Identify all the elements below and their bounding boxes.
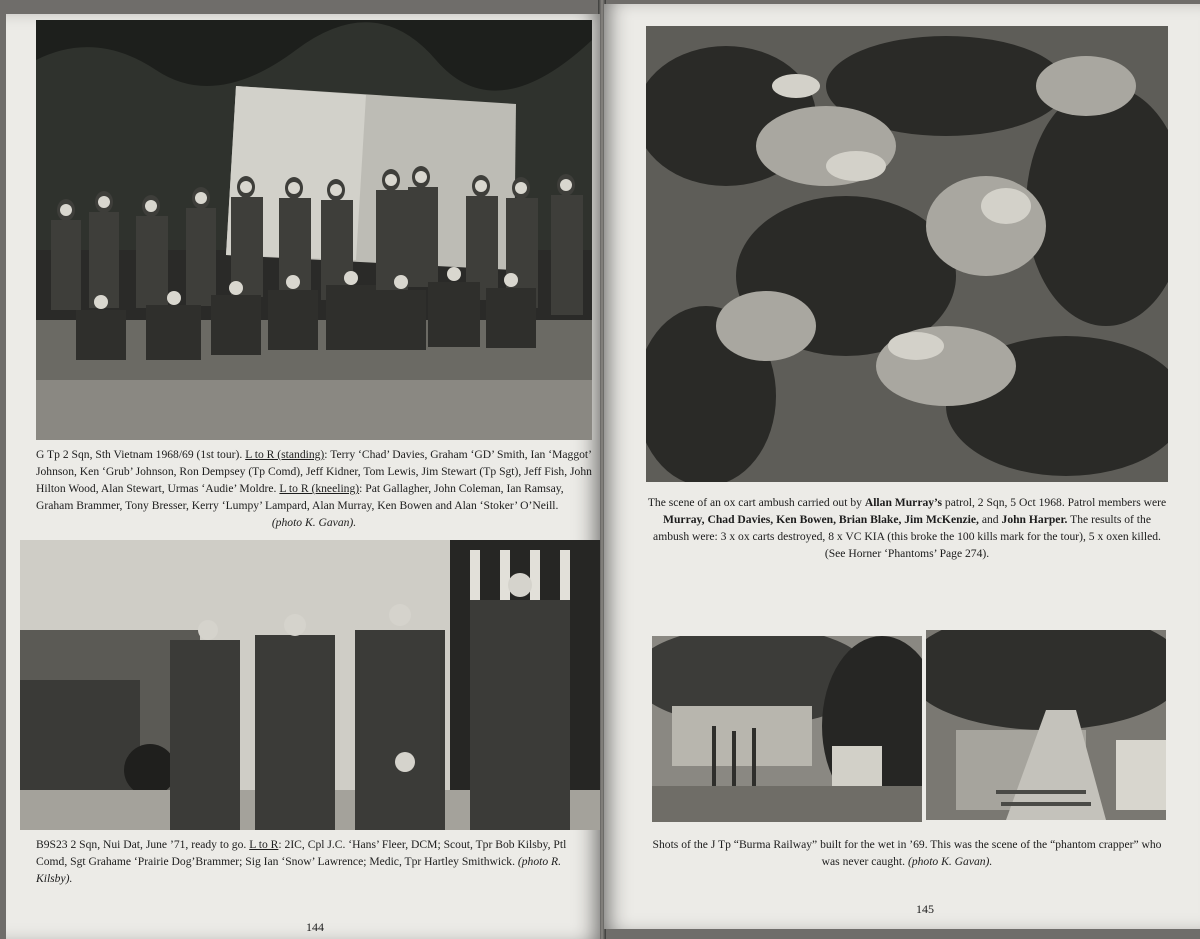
railway-photo-left [652,636,922,822]
railway-photo-right [926,630,1166,820]
ambush-caption [644,494,1170,562]
group-photo-caption [36,446,592,531]
photo-credit: (photo K. Gavan). [907,855,993,868]
ambush-caption-and: and [981,513,999,526]
caption-intro: G Tp 2 Sqn, Sth Vietnam 1968/69 (1st tour). [36,448,243,461]
photo-credit: (photo R. Kilsby). [36,855,562,885]
ambush-results: The results of the ambush were: 3 x ox carts destroyed, 8 x VC KIA (this broke the 100 kills mark for the tour), 5 x oxen killed. (See Horner ‘Phantoms’ Page 274). [653,513,1161,560]
patrol-photo-caption [36,836,598,887]
railway-caption [644,836,1170,870]
page-number-right: 145 [916,902,934,916]
left-page [6,14,600,939]
patrol-leader: Allan Murray’s [864,496,943,509]
patrol-names: : 2IC, Cpl J.C. ‘Hans’ Fleer, DCM; Scout, Tpr Bob Kilsby, Ptl Comd, Sgt Grahame ‘Prairie Dog’Brammer; Sig Ian ‘Snow’ Lawrence; Medic, Tpr Hartley Smithwick. [36,838,567,868]
patrol-photo-b9s23 [20,540,600,830]
caption-intro: B9S23 2 Sqn, Nui Dat, June ’71, ready to go. [36,838,247,851]
railway-caption-text: Shots of the J Tp “Burma Railway” built for the wet in ’69. This was the scene of the “phantom crapper” who was never caught. [652,838,1162,868]
kneeling-names: : Pat Gallagher, John Coleman, Ian Ramsay, Graham Brammer, Tony Bresser, Kerry ‘Lumpy’ Lampard, Alan Murray, Ken Bowen and Alan ‘Stoker’ O’Neill. [36,482,564,512]
ambush-caption-part1: The scene of an ox cart ambush carried out by [647,496,862,509]
lr-label: L to R [249,838,279,851]
standing-names: : Terry ‘Chad’ Davies, Graham ‘GD’ Smith, Ian ‘Maggot’ Johnson, Ken ‘Grub’ Johnson, Ron Dempsey (Tp Comd), Jeff Kidner, Tom Lewis, Jim Stewart (Tp Sgt), Jeff Fish, John Hilton Wood, Alan Stewart, Urmas ‘Audie’ Moldre. [36,448,592,495]
standing-label: L to R (standing) [245,448,325,461]
ox-cart-ambush-photo [646,26,1168,482]
photo-credit: (photo K. Gavan). [271,516,357,529]
page-number-left: 144 [306,920,324,934]
patrol-members: Murray, Chad Davies, Ken Bowen, Brian Blake, Jim McKenzie, [663,513,979,526]
ambush-caption-part2: patrol, 2 Sqn, 5 Oct 1968. Patrol members were [944,496,1167,509]
right-page [604,4,1200,929]
last-member: John Harper. [1001,513,1068,526]
group-photo-g-troop [36,20,592,440]
kneeling-label: L to R (kneeling) [279,482,360,495]
